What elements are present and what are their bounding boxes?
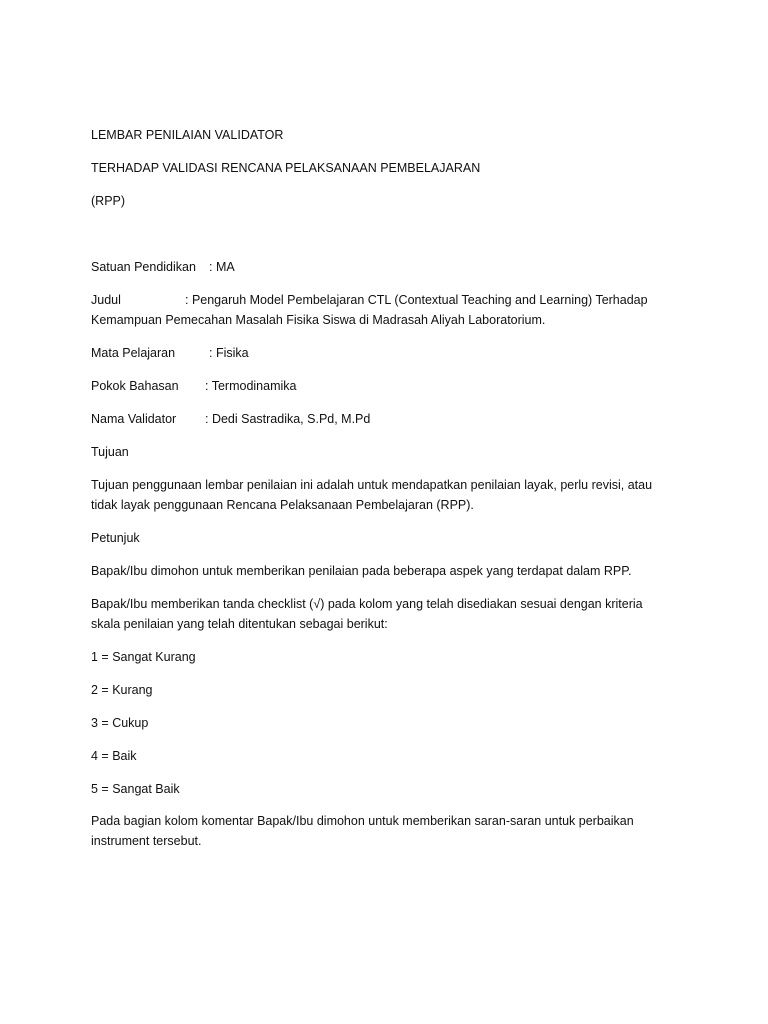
field-label: Pokok Bahasan (91, 379, 179, 393)
field-label: Satuan Pendidikan (91, 260, 196, 274)
closing-paragraph: Pada bagian kolom komentar Bapak/Ibu dimohon untuk memberikan saran-saran untuk perbaikan instrument tersebut. (91, 814, 634, 848)
scale-item-3: 3 = Cukup (91, 716, 149, 730)
field-judul (91, 290, 648, 310)
field-value: : Fisika (209, 346, 249, 360)
field-label: Mata Pelajaran (91, 346, 176, 360)
document-subtitle: TERHADAP VALIDASI RENCANA PELAKSANAAN PEMBELAJARAN (91, 161, 481, 175)
field-satuan-pendidikan (91, 257, 235, 277)
field-label: Nama Validator (91, 412, 177, 426)
document-title: LEMBAR PENILAIAN VALIDATOR (91, 128, 284, 142)
field-pokok-bahasan (91, 376, 296, 396)
field-value: : Pengaruh Model Pembelajaran CTL (Contextual Teaching and Learning) Terhadap (185, 293, 648, 307)
petunjuk-heading: Petunjuk (91, 531, 140, 545)
petunjuk-item-1: Bapak/Ibu dimohon untuk memberikan penilaian pada beberapa aspek yang terdapat dalam RPP. (91, 564, 632, 578)
field-value: : Termodinamika (205, 379, 297, 393)
field-value: : Dedi Sastradika, S.Pd, M.Pd (205, 412, 371, 426)
document-subtitle-rpp: (RPP) (91, 194, 126, 208)
scale-item-4: 4 = Baik (91, 749, 137, 763)
field-judul-continued: Kemampuan Pemecahan Masalah Fisika Siswa di Madrasah Aliyah Laboratorium. (91, 313, 546, 327)
scale-item-5: 5 = Sangat Baik (91, 782, 180, 796)
field-value: : MA (209, 260, 235, 274)
scale-item-1: 1 = Sangat Kurang (91, 650, 196, 664)
field-nama-validator (91, 409, 370, 429)
petunjuk-item-2: Bapak/Ibu memberikan tanda checklist (√) pada kolom yang telah disediakan sesuai dengan kriteria skala penilaian yang telah ditentukan sebagai berikut: (91, 597, 643, 631)
field-mata-pelajaran (91, 343, 249, 363)
tujuan-paragraph: Tujuan penggunaan lembar penilaian ini adalah untuk mendapatkan penilaian layak, perlu revisi, atau tidak layak penggunaan Rencana Pelaksanaan Pembelajaran (RPP). (91, 478, 653, 512)
field-label: Judul (91, 293, 121, 307)
tujuan-heading: Tujuan (91, 445, 129, 459)
scale-item-2: 2 = Kurang (91, 683, 153, 697)
